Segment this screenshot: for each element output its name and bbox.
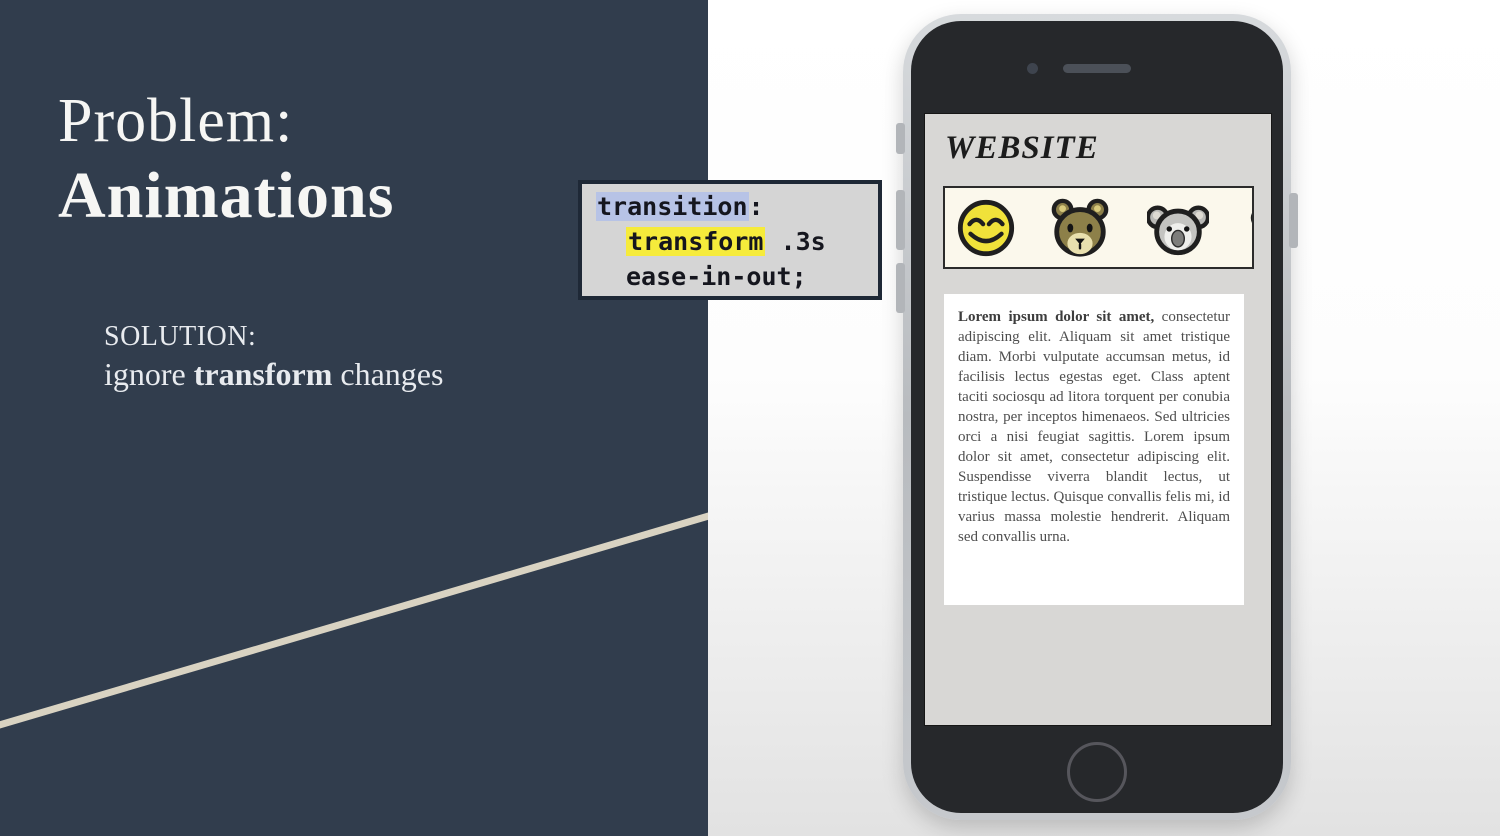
problem-subject: Animations (58, 159, 395, 232)
css-property-colon: : (748, 192, 764, 221)
smiling-face-emoji (955, 197, 1017, 259)
css-value-keyword: transform (628, 227, 764, 256)
code-line-3: ease-in-out; (626, 262, 807, 291)
solution-keyword: transform (193, 356, 333, 392)
clipped-face-emoji (1241, 197, 1254, 259)
css-value-duration: .3s (765, 227, 826, 256)
earpiece-speaker (1063, 64, 1131, 73)
volume-down-button[interactable] (896, 263, 905, 313)
problem-label: Problem: (58, 87, 294, 155)
phone-mockup (903, 14, 1291, 820)
article-card (944, 294, 1244, 605)
slide-panel (0, 0, 708, 836)
solution-text (104, 354, 443, 394)
solution-prefix: ignore (104, 356, 194, 392)
code-line-2 (596, 224, 878, 259)
emoji-carousel[interactable] (943, 186, 1254, 269)
front-camera (1027, 63, 1038, 74)
lorem-rest: consectetur adipiscing elit. Aliquam sit amet tristique diam. Morbi vulputate accumsan metus, id facilisis lectus egestas eget. Class aptent taciti sociosqu ad litora torquent per conubia nostra, per inceptos himenaeos. Sed ultricies orci a nisi feugiat sagittis. Lorem ipsum dolor sit amet, consectetur adipiscing elit. Suspendisse viverra blandit lectus, ut tristique lectus. Quisque convallis felis mi, id varius massa molestie hendrerit. Aliquam sed convallis urna. (958, 309, 1230, 545)
power-button[interactable] (1289, 193, 1298, 248)
koala-face-emoji (1147, 197, 1209, 259)
volume-up-button[interactable] (896, 190, 905, 250)
website-heading: WEBSITE (945, 130, 1099, 166)
solution-label: SOLUTION: (104, 321, 257, 352)
solution-block (104, 320, 443, 394)
mute-switch[interactable] (896, 123, 905, 154)
slide-title (58, 84, 394, 234)
css-property: transition (597, 192, 748, 221)
code-snippet (578, 180, 882, 300)
code-line-1 (596, 189, 878, 224)
lorem-lead: Lorem ipsum dolor sit amet, (958, 309, 1155, 325)
bear-face-emoji (1049, 197, 1111, 259)
lorem-paragraph (958, 307, 1230, 547)
solution-suffix: changes (332, 356, 444, 392)
home-button[interactable] (1067, 742, 1127, 802)
phone-screen (924, 113, 1272, 726)
